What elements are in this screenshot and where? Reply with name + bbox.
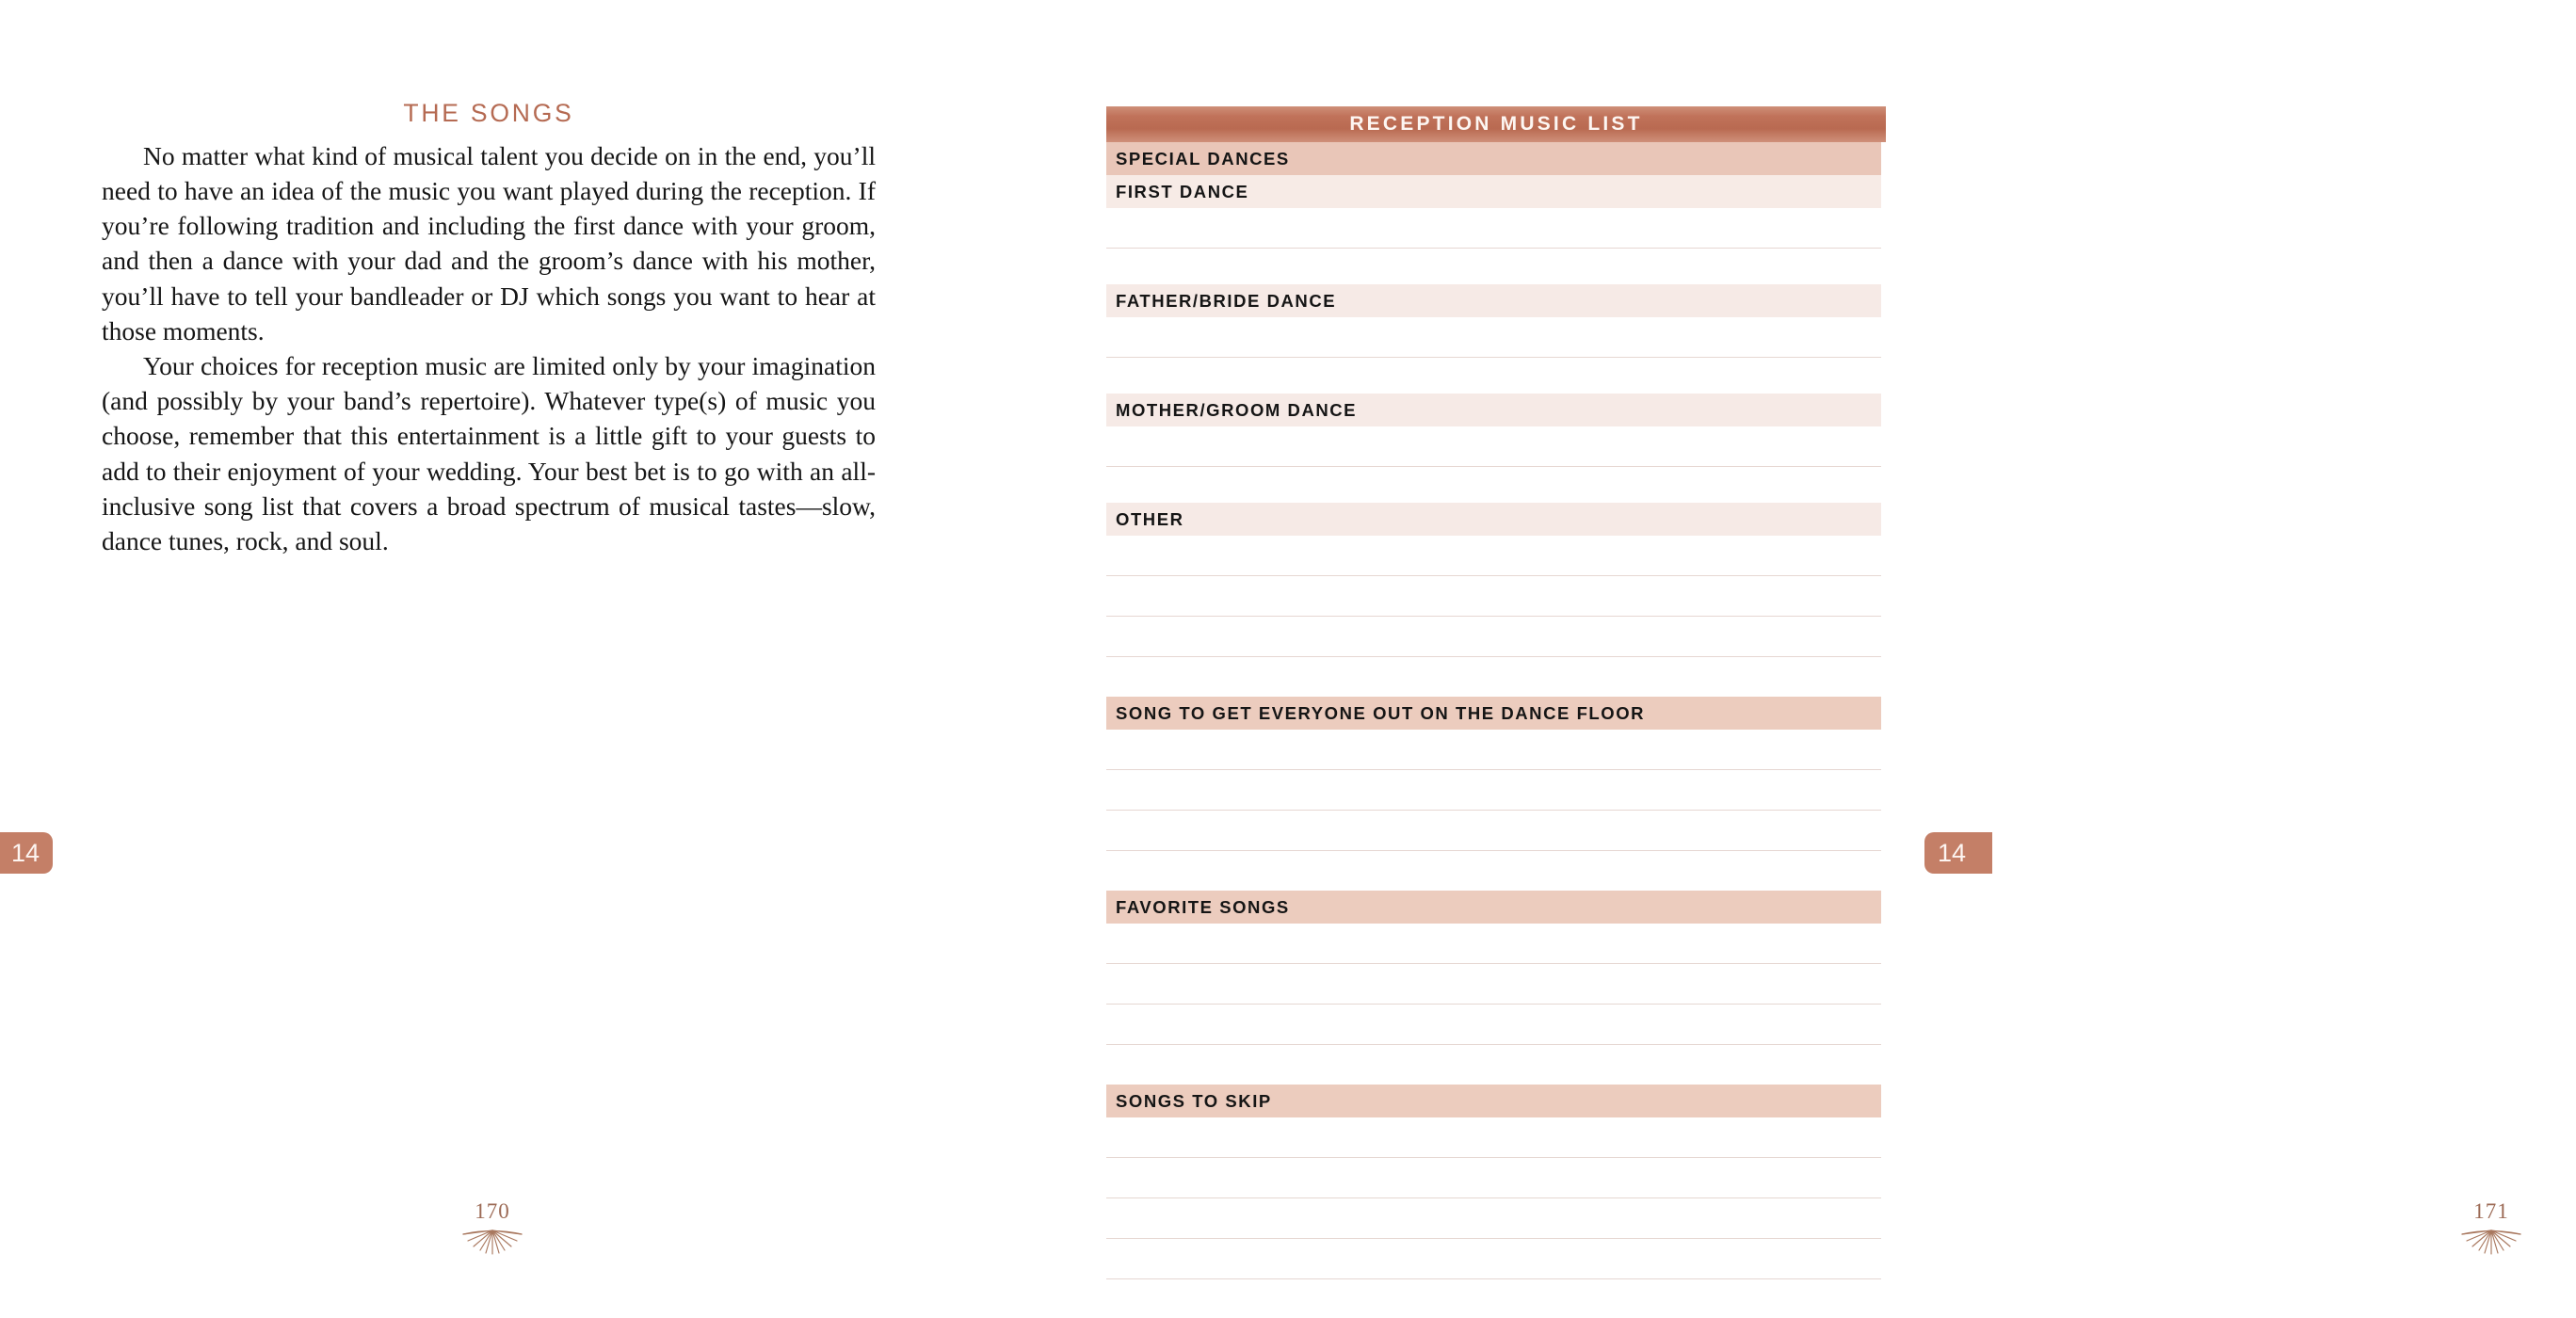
write-in-space[interactable] [1106,536,1881,575]
section-label: SONGS TO SKIP [1116,1090,1272,1111]
write-in-space[interactable] [1106,1198,1881,1238]
sunburst-ornament-icon [461,1226,523,1254]
write-in-space[interactable] [1106,208,1881,248]
chapter-tab-right[interactable] [1924,832,1992,874]
section-spacer [1106,467,1881,503]
section-label: MOTHER/GROOM DANCE [1116,399,1358,420]
section-spacer [1106,358,1881,394]
write-in-space[interactable] [1106,1117,1881,1157]
chapter-tab-label: 14 [1938,838,1967,867]
page-title: THE SONGS [403,99,574,127]
right-page [989,0,2509,1318]
write-in-space[interactable] [1106,770,1881,810]
chapter-tab-left[interactable] [0,832,53,874]
body-paragraph: No matter what kind of musical talent you decide on in the end, you’ll need to have an idea of the music you want played during the reception. If you’re following tradition and including the first dance with your groom, and then a dance with your dad and the groom’s dance with his mother, you’ll have to tell your bandleader or DJ which songs you want to hear at those moments. [102,140,876,346]
section-header-bar [1106,503,1881,536]
left-page [0,0,989,1318]
left-page-text-column [102,99,876,558]
write-in-space[interactable] [1106,1158,1881,1197]
write-in-space[interactable] [1106,317,1881,357]
write-in-space[interactable] [1106,730,1881,769]
write-in-space[interactable] [1106,924,1881,963]
section-label: FAVORITE SONGS [1116,896,1290,917]
list-title-bar: RECEPTION MUSIC LIST [1106,106,1886,142]
form-sections [1106,142,1881,1279]
section-label: FATHER/BRIDE DANCE [1116,290,1337,311]
write-in-space[interactable] [1106,617,1881,656]
write-in-line[interactable] [1106,1278,1881,1279]
section-spacer [1106,1045,1881,1085]
section-spacer [1106,657,1881,697]
write-in-space[interactable] [1106,1005,1881,1044]
section-spacer [1106,851,1881,891]
sunburst-ornament-icon [2460,1226,2522,1254]
write-in-space[interactable] [1106,964,1881,1004]
page-number: 170 [475,1199,510,1223]
section-header-bar [1106,142,1881,175]
section-header-bar [1106,394,1881,426]
section-header-bar [1106,175,1881,208]
section-spacer [1106,249,1881,284]
chapter-tab-label: 14 [10,838,40,867]
page-number: 171 [2473,1199,2509,1223]
page-footer [2407,1200,2576,1254]
write-in-space[interactable] [1106,1239,1881,1278]
section-label: FIRST DANCE [1116,181,1249,201]
write-in-space[interactable] [1106,426,1881,466]
section-label: SONG TO GET EVERYONE OUT ON THE DANCE FLOOR [1116,702,1646,723]
section-header-bar [1106,284,1881,317]
reception-music-list-form [1106,106,1881,1279]
section-header-bar [1106,1085,1881,1117]
body-paragraph: Your choices for reception music are limited only by your imagination (and possibly by your band’s repertoire). Whatever type(s) of music you choose, remember that this entertainment is a little gift to your guests to add to their enjoyment of your wedding. Your best bet is to go with an all-inclusive song list that covers a broad spectrum of musical tastes—slow, dance tunes, rock, and soul. [102,351,876,556]
write-in-space[interactable] [1106,811,1881,850]
section-header-bar [1106,697,1881,730]
write-in-space[interactable] [1106,576,1881,616]
page-footer [408,1200,577,1254]
section-header-bar [1106,891,1881,924]
section-label: SPECIAL DANCES [1116,148,1290,169]
section-label: OTHER [1116,508,1184,529]
